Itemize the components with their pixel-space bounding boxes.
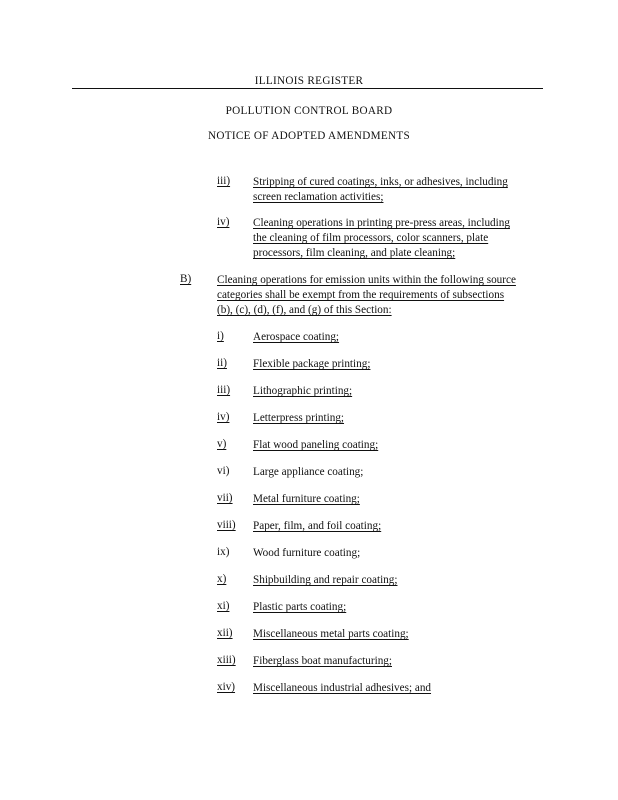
list-item-number: vii): [217, 492, 233, 504]
notice-title: NOTICE OF ADOPTED AMENDMENTS: [207, 130, 410, 142]
item-line: Stripping of cured coatings, inks, or adhesives, including: [253, 176, 508, 188]
list-item-number: xiv): [217, 681, 236, 693]
section-line: categories shall be exempt from the requirements of subsections: [217, 289, 505, 301]
list-item-text: Shipbuilding and repair coating;: [253, 574, 398, 586]
list-item-text: Fiberglass boat manufacturing;: [253, 655, 392, 667]
item-line: screen reclamation activities;: [253, 191, 384, 203]
section-line: Cleaning operations for emission units within the following source: [217, 274, 516, 286]
list-item-text: Flat wood paneling coating;: [253, 439, 379, 451]
list-item-text: Flexible package printing;: [253, 358, 371, 370]
list-item-number: ix): [217, 546, 230, 558]
list-item-text: Miscellaneous metal parts coating;: [253, 628, 409, 640]
list-item-number: ii): [217, 357, 227, 369]
list-item-number: xiii): [217, 654, 236, 666]
list-item-text: Metal furniture coating;: [253, 493, 360, 505]
list-item-number: xi): [217, 600, 230, 612]
item-line: Cleaning operations in printing pre-press areas, including: [253, 217, 510, 229]
list-item-number: v): [217, 438, 227, 450]
list-item-number: xii): [217, 627, 233, 639]
item-text: [253, 216, 553, 261]
item-line: processors, film cleaning, and plate cleaning;: [253, 247, 456, 259]
list-item-number: iii): [217, 384, 231, 396]
register-title: ILLINOIS REGISTER: [254, 75, 364, 87]
header-rule: [72, 88, 543, 89]
list-item-text: Letterpress printing;: [253, 412, 345, 424]
list-item-text: Wood furniture coating;: [253, 547, 361, 559]
list-item-number: viii): [217, 519, 236, 531]
item-text: [253, 175, 553, 205]
list-item-text: Plastic parts coating;: [253, 601, 347, 613]
list-item-text: Aerospace coating;: [253, 331, 340, 343]
board-name: POLLUTION CONTROL BOARD: [225, 105, 393, 117]
section-line: (b), (c), (d), (f), and (g) of this Section:: [217, 304, 392, 316]
list-item-number: i): [217, 330, 224, 342]
list-item-text: Lithographic printing;: [253, 385, 353, 397]
item-line: the cleaning of film processors, color scanners, plate: [253, 232, 489, 244]
list-item-text: Miscellaneous industrial adhesives; and: [253, 682, 432, 694]
list-item-number: iv): [217, 411, 230, 423]
item-number: iii): [217, 175, 231, 187]
list-item-text: Paper, film, and foil coating;: [253, 520, 382, 532]
section-number: B): [180, 273, 192, 285]
list-item-number: x): [217, 573, 227, 585]
list-item-number: vi): [217, 465, 230, 477]
section-text: [217, 273, 557, 318]
item-number: iv): [217, 216, 230, 228]
list-item-text: Large appliance coating;: [253, 466, 364, 478]
